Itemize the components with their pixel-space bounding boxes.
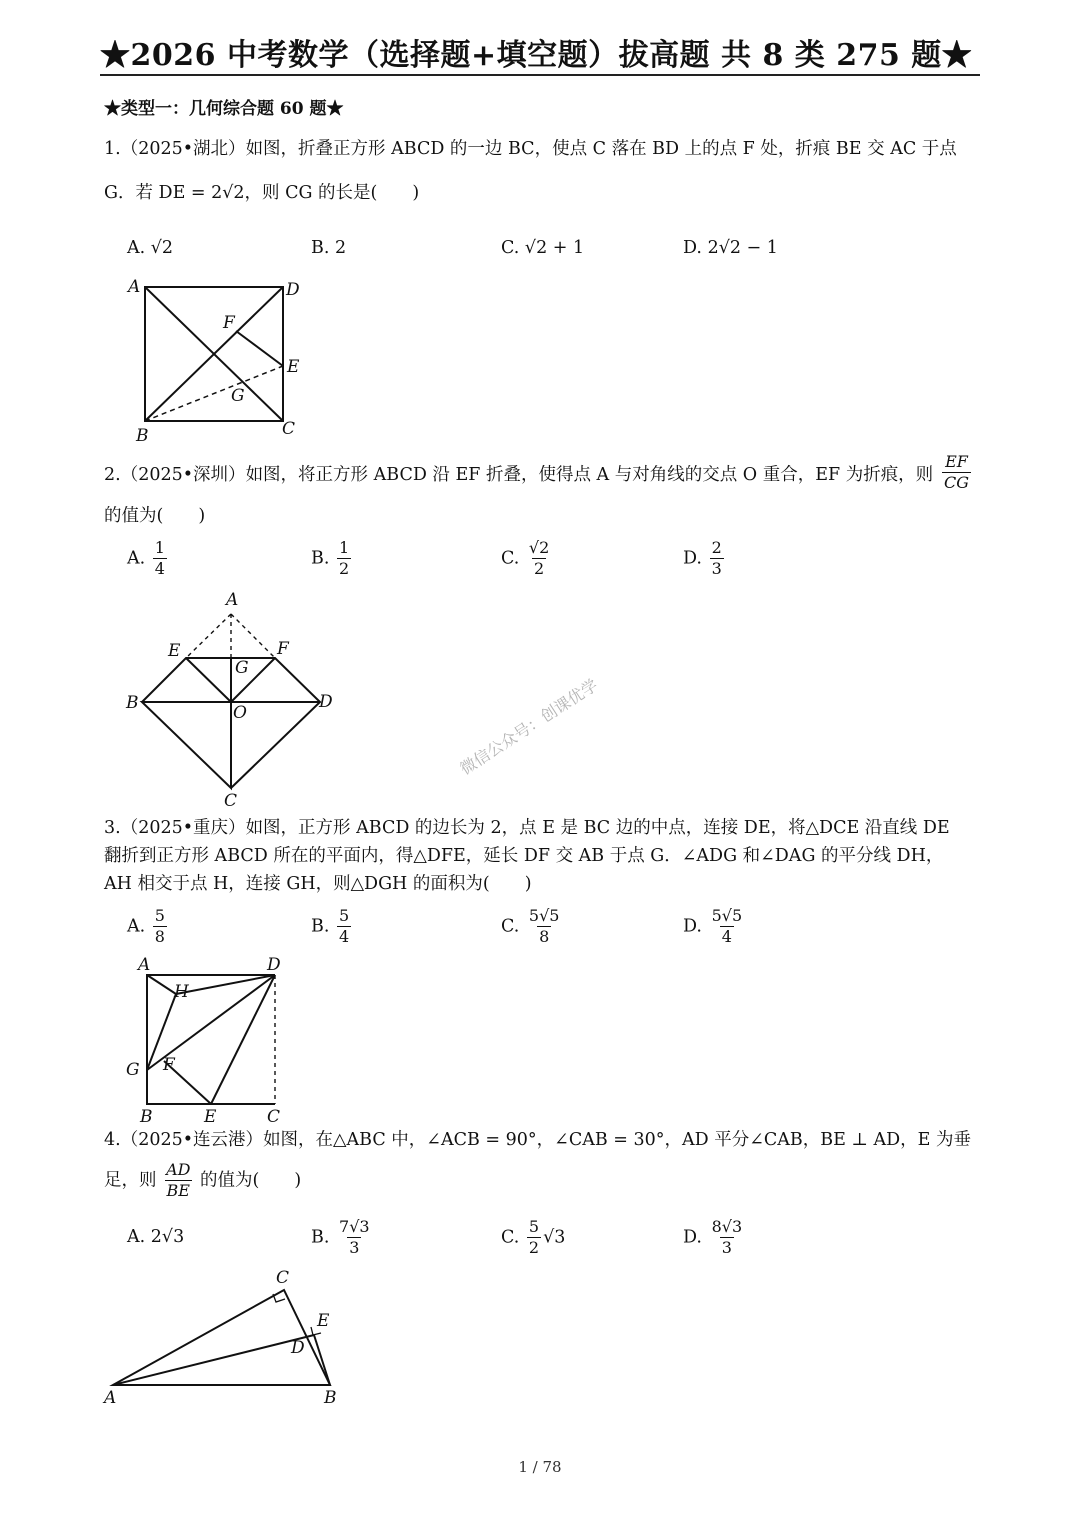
label-o: O [233, 703, 247, 723]
q2-option-d[interactable]: D. $\frac{2}{3}$ [683, 538, 722, 578]
q1-option-b[interactable]: B. 2 [311, 238, 347, 258]
segment-ae [113, 1335, 314, 1385]
q4-option-d[interactable]: D. $\frac{8√3}{3}$ [683, 1217, 743, 1257]
label-d: D [291, 1338, 305, 1358]
title-rule [100, 74, 980, 76]
q1-option-a[interactable]: A. √2 [127, 238, 174, 258]
question-source: （2025•湖北） [120, 139, 246, 159]
q3-figure [120, 952, 300, 1127]
q3-option-d[interactable]: D. $\frac{5√5}{4}$ [683, 906, 743, 946]
label-a: A [104, 1388, 117, 1408]
fold-line-be [145, 366, 283, 421]
q2-option-b[interactable]: B. $\frac{1}{2}$ [311, 538, 350, 578]
segment-ah [147, 975, 176, 994]
label-g: G [231, 386, 245, 406]
label-g: G [126, 1060, 140, 1080]
square-sides [147, 975, 275, 1104]
question-4-line-1: 4.（2025•连云港）如图，在△ABC 中，∠ACB = 90°，∠CAB = 30°，AD 平分∠CAB，BE ⊥ AD，E 为垂 [104, 1130, 972, 1150]
label-e: E [317, 1311, 330, 1331]
q1-option-d[interactable]: D. 2√2 − 1 [683, 238, 778, 258]
label-g: G [235, 658, 249, 678]
question-3-line-1: 3.（2025•重庆）如图，正方形 ABCD 的边长为 2，点 E 是 BC 边的中点，连接 DE，将△DCE 沿直线 DE [104, 818, 950, 838]
option-value: √2 [150, 238, 174, 258]
label-e: E [287, 357, 300, 377]
label-d: D [319, 692, 333, 712]
q2-option-c[interactable]: C. $\frac{√2}{2}$ [501, 538, 550, 578]
label-f: F [163, 1055, 175, 1075]
q4-option-a[interactable]: A. 2√3 [127, 1227, 185, 1247]
label-c: C [224, 791, 238, 811]
page-number: 1 / 78 [518, 1458, 562, 1476]
label-e: E [168, 641, 181, 661]
label-f: F [277, 639, 289, 659]
q4-option-c[interactable]: C. $\frac{5}{2}$ √3 [501, 1217, 566, 1257]
option-value: √2 + 1 [524, 238, 585, 258]
option-value: 2√2 − 1 [707, 238, 778, 258]
q3-option-b[interactable]: B. $\frac{5}{4}$ [311, 906, 350, 946]
q1-figure [120, 270, 320, 450]
label-d: D [286, 280, 300, 300]
label-a: A [138, 955, 151, 975]
label-b: B [126, 693, 139, 713]
label-a: A [128, 277, 141, 297]
q4-figure [100, 1265, 350, 1415]
segment-fe [236, 331, 283, 366]
label-a: A [226, 590, 239, 610]
segment-de [211, 975, 275, 1104]
q4-option-b[interactable]: B. $\frac{7√3}{3}$ [311, 1217, 370, 1257]
document-title: ★2026 中考数学（选择题+填空题）拔高题 共 8 类 275 题★ [100, 38, 973, 73]
watermark: 微信公众号：创课优学 [456, 675, 602, 779]
option-value: 2 [335, 238, 347, 258]
label-f: F [223, 313, 235, 333]
option-value: 2√3 [150, 1227, 185, 1247]
label-h: H [174, 982, 189, 1002]
label-b: B [140, 1107, 153, 1127]
question-4-line-2: 足，则 $\frac{AD}{BE}$ 的值为( ) [104, 1160, 302, 1200]
label-d: D [267, 955, 281, 975]
label-e: E [204, 1107, 217, 1127]
question-1-line-2: G．若 DE = 2√2，则 CG 的长是( ) [104, 183, 420, 203]
q2-stem-fraction: $\frac{EF}{CG}$ [944, 452, 970, 492]
triangle-boc [142, 702, 231, 788]
q2-option-a[interactable]: A. $\frac{1}{4}$ [127, 538, 165, 578]
question-2-line-2: 的值为( ) [104, 506, 206, 526]
section-heading: ★类型一：几何综合题 60 题★ [104, 99, 344, 119]
question-3-line-2: 翻折到正方形 ABCD 所在的平面内，得△DFE，延长 DF 交 AB 于点 G．∠ADG 和∠DAG 的平分线 DH， [104, 846, 944, 866]
label-b: B [324, 1388, 337, 1408]
question-number: 1. [104, 139, 121, 159]
question-stem: 如图，折叠正方形 ABCD 的一边 BC，使点 C 落在 BD 上的点 F 处，折痕 BE 交 AC 于点 [245, 139, 957, 159]
question-1-line-1 [104, 136, 957, 162]
question-2-line-1: 2.（2025•深圳）如图，将正方形 ABCD 沿 EF 折叠，使得点 A 与对角线的交点 O 重合，EF 为折痕，则 [104, 465, 934, 485]
segment-be [314, 1335, 330, 1385]
q3-option-a[interactable]: A. $\frac{5}{8}$ [127, 906, 165, 946]
q2-figure [120, 588, 350, 813]
label-c: C [267, 1107, 281, 1127]
label-c: C [282, 419, 296, 439]
segment-hd [176, 975, 275, 994]
q3-option-c[interactable]: C. $\frac{5√5}{8}$ [501, 906, 560, 946]
label-b: B [136, 426, 149, 446]
question-3-line-3: AH 相交于点 H，连接 GH，则△DGH 的面积为( ) [104, 874, 532, 894]
segment-eo [186, 658, 231, 702]
q1-option-c[interactable]: C. √2 + 1 [501, 238, 585, 258]
label-c: C [276, 1268, 290, 1288]
